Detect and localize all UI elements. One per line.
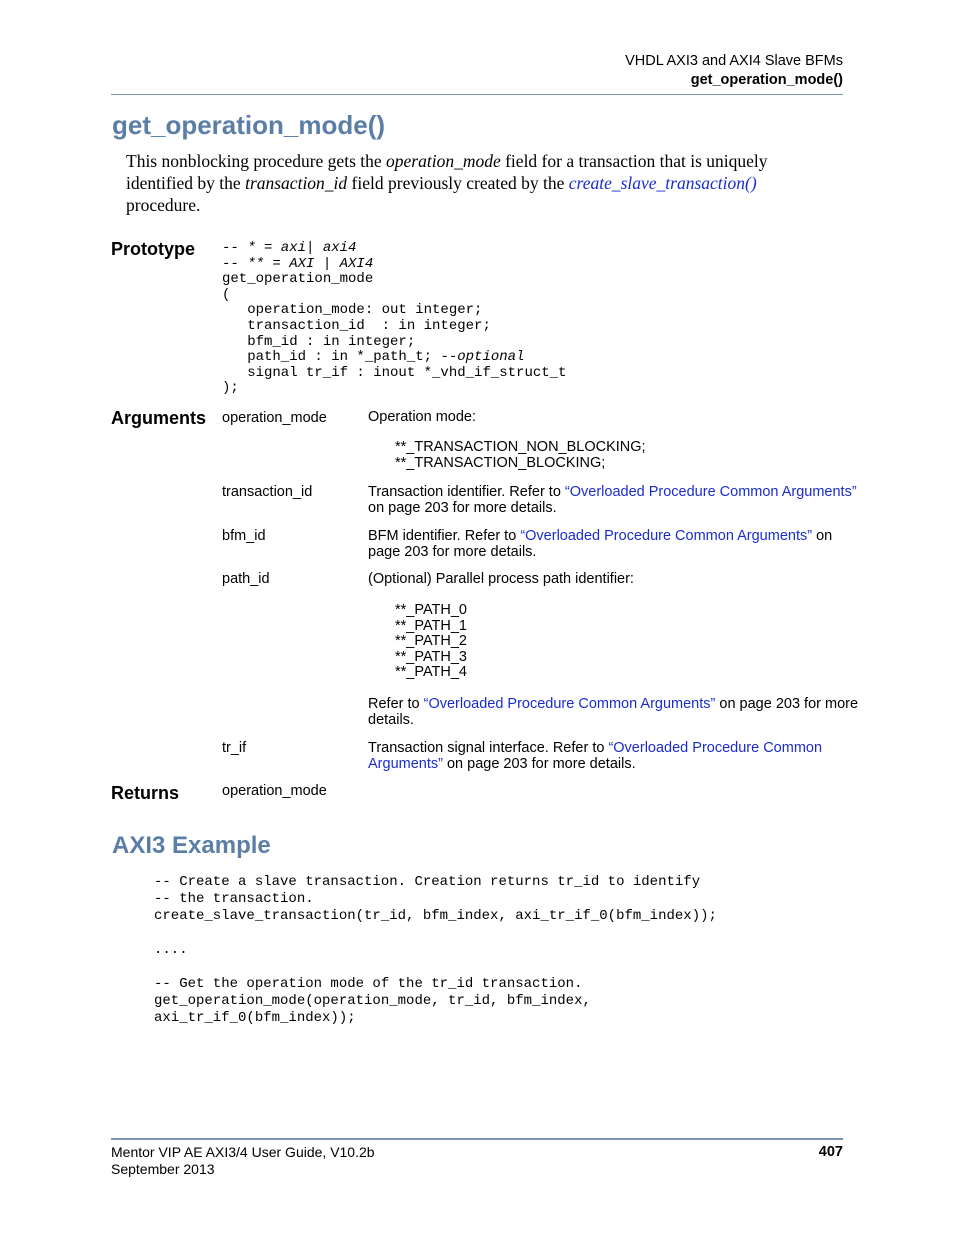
- list-item: **_PATH_0: [395, 602, 467, 618]
- code-line: -- Create a slave transaction. Creation returns tr_id to identify: [154, 874, 701, 890]
- desc-text: on page 203 for more details.: [368, 528, 833, 560]
- path-id-values: [395, 603, 467, 681]
- desc-text: BFM identifier. Refer to: [368, 528, 521, 544]
- code-line: -- * = axi| axi4: [222, 240, 357, 256]
- page-number: 407: [818, 1144, 843, 1160]
- desc-text: Transaction identifier. Refer to: [368, 484, 565, 500]
- arg-desc-tr-if: [368, 740, 860, 772]
- list-item: **_TRANSACTION_NON_BLOCKING;: [395, 439, 646, 455]
- overloaded-args-link[interactable]: “Overloaded Procedure Common Arguments”: [564, 484, 857, 500]
- list-item: **_PATH_4: [395, 664, 467, 681]
- overloaded-args-link[interactable]: “Overloaded Procedure Common Arguments”: [368, 740, 823, 772]
- arguments-label: Arguments: [111, 408, 207, 428]
- header-rule: [111, 94, 843, 95]
- code-line: -- the transaction.: [154, 891, 314, 907]
- code-line: bfm_id : in integer;: [222, 333, 416, 350]
- code-line: (: [222, 286, 231, 303]
- example-code: [154, 874, 717, 1027]
- operation-mode-values: [395, 440, 646, 471]
- code-line: );: [222, 380, 239, 397]
- arg-refer-path-id: [368, 696, 860, 728]
- arg-name-tr-if: tr_if: [222, 740, 247, 756]
- prototype-label: Prototype: [111, 239, 196, 259]
- arg-desc-transaction-id: [368, 484, 860, 516]
- desc-text: on page 203 for more details.: [442, 756, 636, 772]
- running-header-subtitle: get_operation_mode(): [690, 72, 843, 88]
- footer-guide: Mentor VIP AE AXI3/4 User Guide, V10.2b: [111, 1144, 375, 1160]
- desc-text: on page 203 for more details.: [368, 500, 557, 516]
- intro-text: field previously created by the: [347, 173, 569, 193]
- section-title: get_operation_mode(): [112, 110, 386, 140]
- desc-text: on page 203 for more details.: [368, 696, 859, 728]
- code-line: path_id : in *_path_t;: [222, 349, 441, 366]
- list-item: **_PATH_3: [395, 648, 467, 665]
- prototype-code: [222, 241, 566, 397]
- overloaded-args-link[interactable]: “Overloaded Procedure Common Arguments”: [520, 528, 813, 544]
- desc-text: Refer to: [368, 696, 424, 712]
- intro-text: This nonblocking procedure gets the: [126, 151, 387, 171]
- returns-value: operation_mode: [222, 783, 327, 799]
- code-line: get_operation_mode(operation_mode, tr_id, bfm_index,: [154, 993, 591, 1009]
- code-line: -- ** = AXI | AXI4: [222, 255, 374, 272]
- list-item: **_TRANSACTION_BLOCKING;: [395, 454, 606, 471]
- code-line: signal tr_if : inout *_vhd_if_struct_t: [222, 364, 567, 381]
- intro-field-transaction-id: transaction_id: [245, 173, 348, 193]
- intro-text: procedure.: [126, 195, 201, 215]
- code-line: axi_tr_if_0(bfm_index));: [154, 1010, 356, 1026]
- arg-desc-path-id: (Optional) Parallel process path identifier:: [368, 571, 634, 587]
- code-line: operation_mode: out integer;: [222, 302, 483, 319]
- code-line: transaction_id : in integer;: [222, 317, 491, 334]
- arg-name-operation-mode: operation_mode: [222, 410, 327, 426]
- create-slave-transaction-link[interactable]: create_slave_transaction(): [568, 173, 757, 193]
- arg-desc-operation-mode: Operation mode:: [368, 409, 477, 425]
- arg-desc-bfm-id: [368, 528, 860, 560]
- running-header-title: VHDL AXI3 and AXI4 Slave BFMs: [625, 53, 843, 69]
- code-line: create_slave_transaction(tr_id, bfm_index, axi_tr_if_0(bfm_index));: [154, 908, 717, 924]
- desc-text: Transaction signal interface. Refer to: [368, 740, 609, 756]
- returns-label: Returns: [111, 783, 180, 803]
- list-item: **_PATH_1: [395, 617, 467, 634]
- code-line: ....: [154, 942, 188, 958]
- footer-rule: [111, 1138, 843, 1140]
- intro-text: field for a transaction that is uniquely identified by the: [126, 151, 768, 193]
- example-title: AXI3 Example: [112, 832, 271, 859]
- intro-field-operation-mode: operation_mode: [386, 151, 501, 171]
- intro-paragraph: [126, 150, 826, 216]
- overloaded-args-link[interactable]: “Overloaded Procedure Common Arguments”: [423, 696, 716, 712]
- code-line: get_operation_mode: [222, 271, 374, 288]
- arg-name-bfm-id: bfm_id: [222, 528, 266, 544]
- arg-name-transaction-id: transaction_id: [222, 484, 313, 500]
- footer-date: September 2013: [111, 1161, 215, 1177]
- list-item: **_PATH_2: [395, 633, 467, 650]
- code-comment: --optional: [440, 349, 525, 366]
- arg-name-path-id: path_id: [222, 571, 270, 587]
- code-line: -- Get the operation mode of the tr_id transaction.: [154, 976, 583, 992]
